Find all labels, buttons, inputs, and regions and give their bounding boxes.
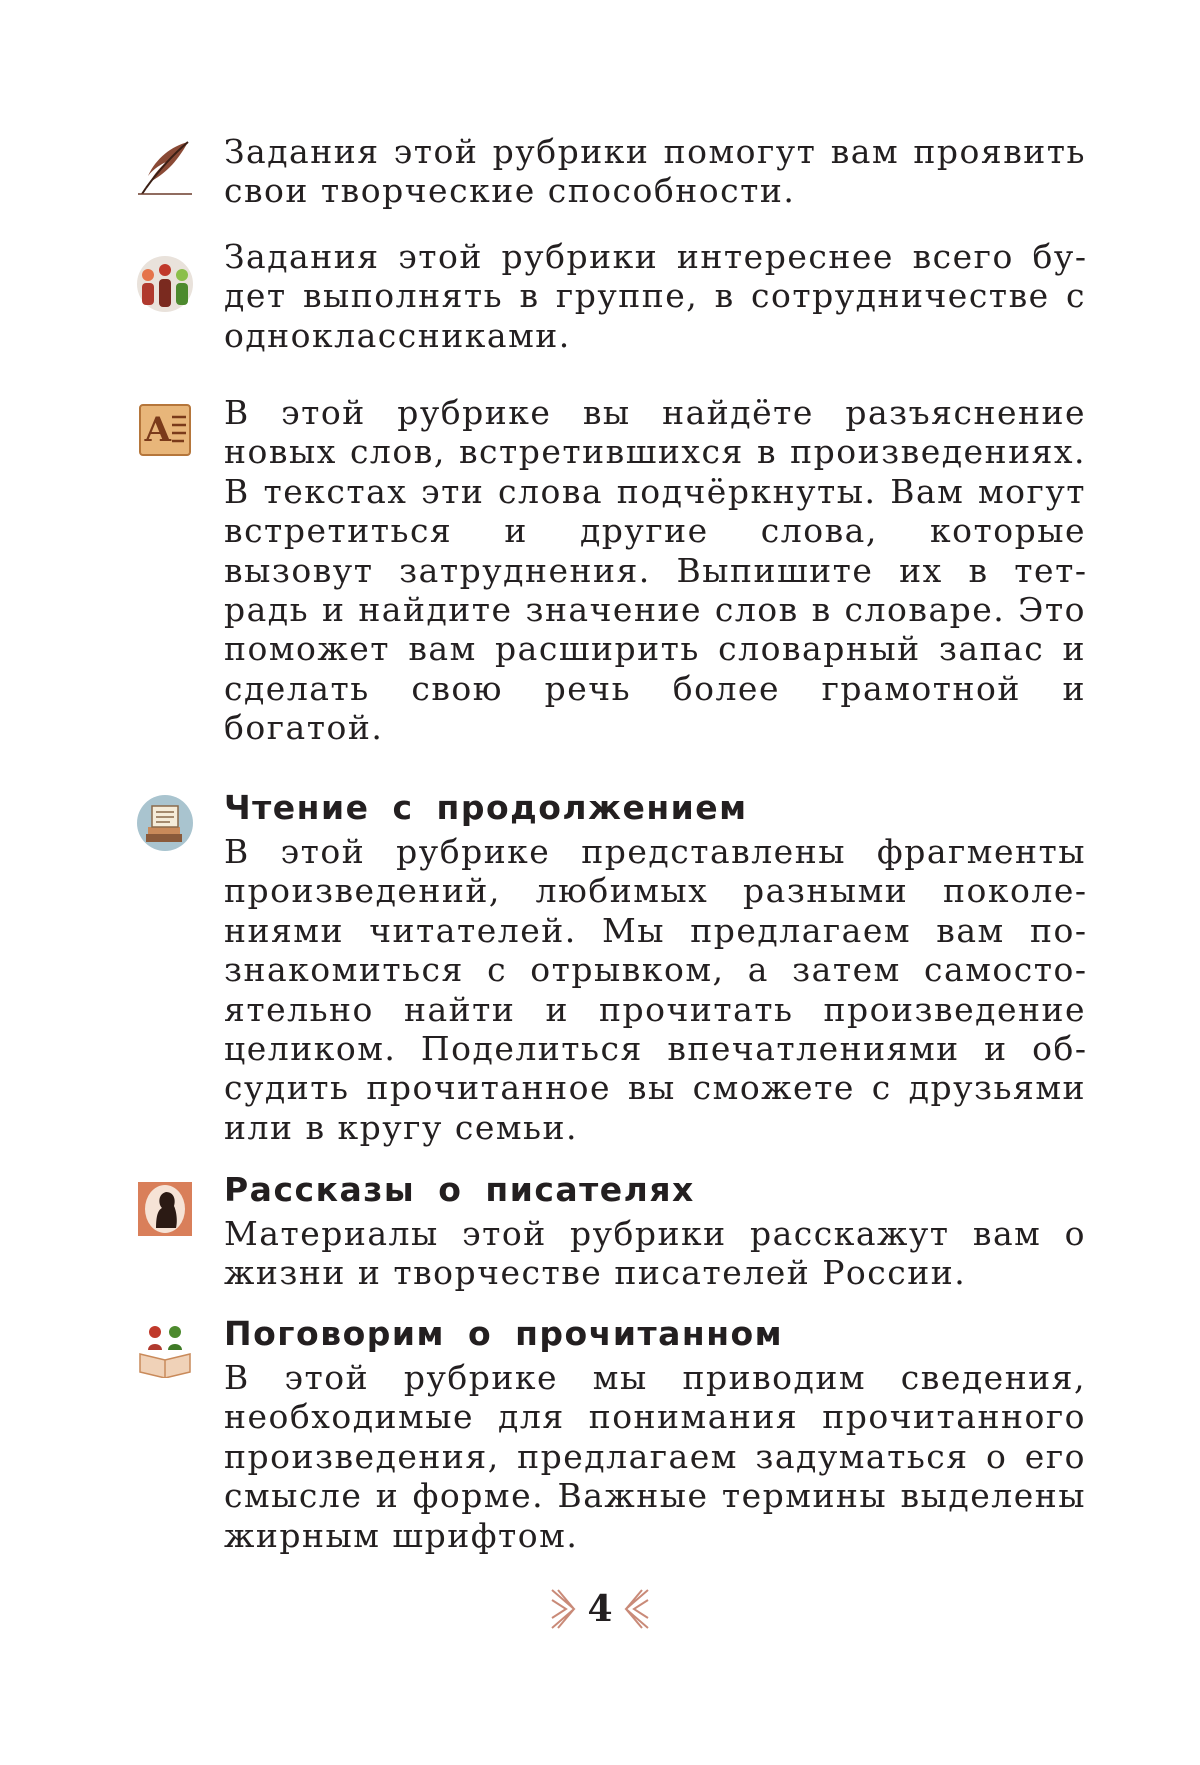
rubric-heading: Чтение с продолжением <box>224 788 748 827</box>
quill-pen-icon <box>136 138 194 196</box>
svg-text:А: А <box>144 410 172 450</box>
rubric-heading: Рассказы о писателях <box>224 1170 695 1209</box>
rubric-body <box>224 1314 1086 1555</box>
rubric-text: Материалы этой рубрики расскажут вам о жизни и творчестве писателей России. <box>224 1214 1086 1293</box>
page-number: 4 <box>587 1588 613 1630</box>
page-footer <box>0 1588 1200 1630</box>
rubric-text: Задания этой рубрики помогут вам проявить свои творческие способности. <box>224 132 1086 211</box>
writer-portrait-icon <box>136 1180 194 1238</box>
group-people-icon <box>136 255 194 313</box>
rubric-text: В этой рубрике представлены фрагменты произведений, любимых разными поколениями читателей. Мы предлагаем вам познакомиться с отрывком, а затем самостоятельно найти и прочитать произведение целиком. Поделиться впечатлениями и обсудить прочитанное вы сможете с друзьями или в кругу семьи. <box>224 832 1086 1147</box>
rubric-body <box>224 1170 1086 1293</box>
right-ornament-icon <box>624 1588 650 1630</box>
rubric-text: Задания этой рубрики интереснее всего будет выполнять в группе, в сотрудничестве с одноклассниками. <box>224 237 1086 355</box>
reading-people-icon <box>136 1320 194 1378</box>
rubric-text: В этой рубрике вы найдёте разъяснение новых слов, встретившихся в произведениях. В текстах эти слова подчёркнуты. Вам могут встретиться и другие слова, которые вызовут затруднения. Выпишите их в тетрадь и найдите значение слов в словаре. Это поможет вам расширить словарный запас и сделать свою речь более грамотной и богатой. <box>224 393 1086 748</box>
rubric-text: В этой рубрике мы приводим сведения, необходимые для понимания прочитанного произведения, предлагаем задуматься о его смысле и форме. Важные термины выделены жирным шрифтом. <box>224 1358 1086 1555</box>
rubric-body <box>224 788 1086 1147</box>
book-stack-icon <box>136 794 194 852</box>
dictionary-icon <box>136 401 194 459</box>
rubric-heading: Поговорим о прочитанном <box>224 1314 784 1353</box>
left-ornament-icon <box>550 1588 576 1630</box>
